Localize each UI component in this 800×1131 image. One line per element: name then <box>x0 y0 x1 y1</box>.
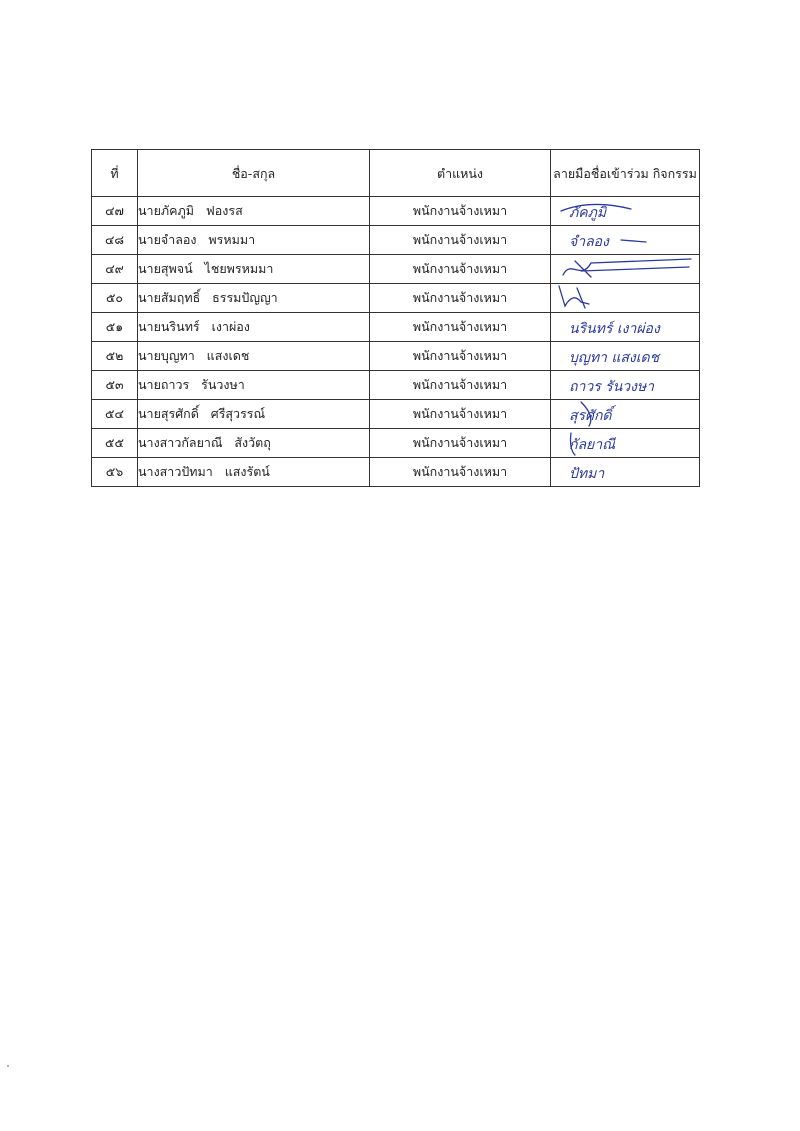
row-position: พนักงานจ้างเหมา <box>370 284 551 313</box>
row-position: พนักงานจ้างเหมา <box>370 226 551 255</box>
row-name: นายบุญทา แสงเดช <box>138 342 370 371</box>
row-signature <box>551 284 700 313</box>
row-number: ๕๔ <box>92 400 138 429</box>
row-position: พนักงานจ้างเหมา <box>370 313 551 342</box>
header-position: ตำแหน่ง <box>370 150 551 197</box>
row-number: ๔๗ <box>92 197 138 226</box>
signature-text: สุรศักดิ์ <box>569 408 612 424</box>
row-name: นายถาวร รันวงษา <box>138 371 370 400</box>
table-row <box>92 255 700 284</box>
row-number: ๔๙ <box>92 255 138 284</box>
row-signature <box>551 255 700 284</box>
row-number: ๕๖ <box>92 458 138 487</box>
row-number: ๕๐ <box>92 284 138 313</box>
signature-text: ภัคภูมิ <box>569 205 607 221</box>
row-number: ๕๓ <box>92 371 138 400</box>
scan-speck <box>7 1065 9 1067</box>
signature-text: นรินทร์ เงาผ่อง <box>569 321 660 337</box>
table-row <box>92 371 700 400</box>
row-signature <box>551 226 700 255</box>
table-row <box>92 458 700 487</box>
signature-text: กัลยาณี <box>569 437 616 453</box>
handwritten-signature <box>551 371 700 399</box>
table-row <box>92 342 700 371</box>
handwritten-signature <box>551 342 700 370</box>
table-row <box>92 429 700 458</box>
handwritten-signature <box>551 226 700 254</box>
handwritten-signature <box>551 313 700 341</box>
row-position: พนักงานจ้างเหมา <box>370 371 551 400</box>
row-number: ๕๑ <box>92 313 138 342</box>
row-number: ๕๒ <box>92 342 138 371</box>
signature-text: จำลอง <box>569 234 609 250</box>
header-name: ชื่อ-สกุล <box>138 150 370 197</box>
row-name: นางสาวปัทมา แสงรัตน์ <box>138 458 370 487</box>
row-name: นางสาวกัลยาณี สังวัตถุ <box>138 429 370 458</box>
row-name: นายจำลอง พรหมมา <box>138 226 370 255</box>
row-position: พนักงานจ้างเหมา <box>370 429 551 458</box>
row-position: พนักงานจ้างเหมา <box>370 197 551 226</box>
row-number: ๔๘ <box>92 226 138 255</box>
row-position: พนักงานจ้างเหมา <box>370 458 551 487</box>
row-signature <box>551 313 700 342</box>
row-number: ๕๕ <box>92 429 138 458</box>
row-name: นายนรินทร์ เงาผ่อง <box>138 313 370 342</box>
handwritten-signature <box>551 284 700 312</box>
handwritten-signature <box>551 458 700 486</box>
row-name: นายสุพจน์ ไชยพรหมมา <box>138 255 370 284</box>
handwritten-signature <box>551 400 700 428</box>
signature-text: ปัทมา <box>569 466 605 482</box>
row-signature <box>551 197 700 226</box>
row-name: นายภัคภูมิ ฟองรส <box>138 197 370 226</box>
row-signature <box>551 429 700 458</box>
row-name: นายสัมฤทธิ์ ธรรมปัญญา <box>138 284 370 313</box>
attendance-table <box>91 149 700 487</box>
row-position: พนักงานจ้างเหมา <box>370 400 551 429</box>
table-row <box>92 197 700 226</box>
row-signature <box>551 371 700 400</box>
handwritten-signature <box>551 429 700 457</box>
handwritten-signature <box>551 255 700 283</box>
row-signature <box>551 400 700 429</box>
header-no: ที่ <box>92 150 138 197</box>
header-signature: ลายมือชื่อเข้าร่วม กิจกรรม <box>551 150 700 197</box>
table-row <box>92 400 700 429</box>
row-position: พนักงานจ้างเหมา <box>370 255 551 284</box>
table-row <box>92 226 700 255</box>
table-header-row <box>92 150 700 197</box>
row-name: นายสุรศักดิ์ ศรีสุวรรณ์ <box>138 400 370 429</box>
signature-text: บุญทา แสงเดช <box>569 350 660 366</box>
row-position: พนักงานจ้างเหมา <box>370 342 551 371</box>
table-row <box>92 313 700 342</box>
table-row <box>92 284 700 313</box>
row-signature <box>551 458 700 487</box>
row-signature <box>551 342 700 371</box>
handwritten-signature <box>551 197 700 225</box>
signature-text: ถาวร รันวงษา <box>569 379 655 395</box>
